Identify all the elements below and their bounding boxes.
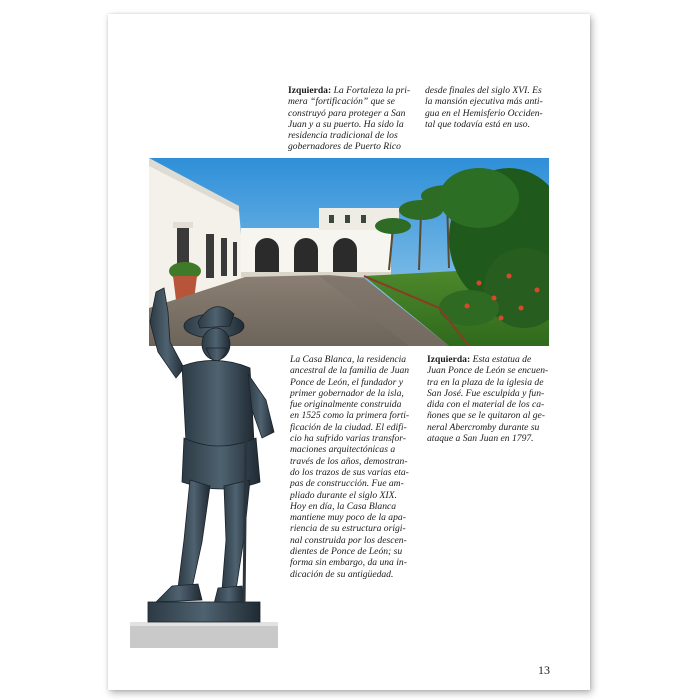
caption-label: Izquierda: <box>288 85 332 96</box>
top-caption-right: desde finales del siglo XVI. Es la mansión ejecutiva más anti- gua en el Hemisferio Occiden- tal que todavía está en uso. <box>425 85 543 130</box>
statue-caption: Izquierda: Esta estatua de Juan Ponce de León se encuen- tra en la plaza de la iglesia de San José. Fue esculpida y fun- dida con el material de los ca- ñones que se le quitaron al ge- neral Abercromby durante su ataque a San Juan en 1797. <box>427 354 549 445</box>
casa-blanca-text: La Casa Blanca, la residencia ancestral de la familia de Juan Ponce de León, el fundador y primer gobernador de la isla, fue originalmente construida en 1525 como la primera forti- ficación de la ciudad. El edifi- cio ha sufrido varias transfor- maciones arquitectónicas a través de los años, demostran- do los trazos de sus varias eta- pas de construcción. Fue am- pliado durante el siglo XIX. Hoy en día, la Casa Blanca mantiene muy poco de la apa- riencia de su estructura origi- nal construida por los descen- dientes de Ponce de León; su forma sin embargo, da una in- dicación de su antigüedad. <box>290 354 410 580</box>
ponce-de-leon-statue <box>126 282 286 648</box>
page-number: 13 <box>538 663 550 677</box>
top-caption-left: Izquierda: La Fortaleza la pri- mera “fortificación” que se construyó para proteger a San Juan y a su puerto. Ha sido la residencia tradicional de los gobernadores de Puerto Rico <box>288 85 411 153</box>
caption-label: Izquierda: <box>427 354 471 365</box>
